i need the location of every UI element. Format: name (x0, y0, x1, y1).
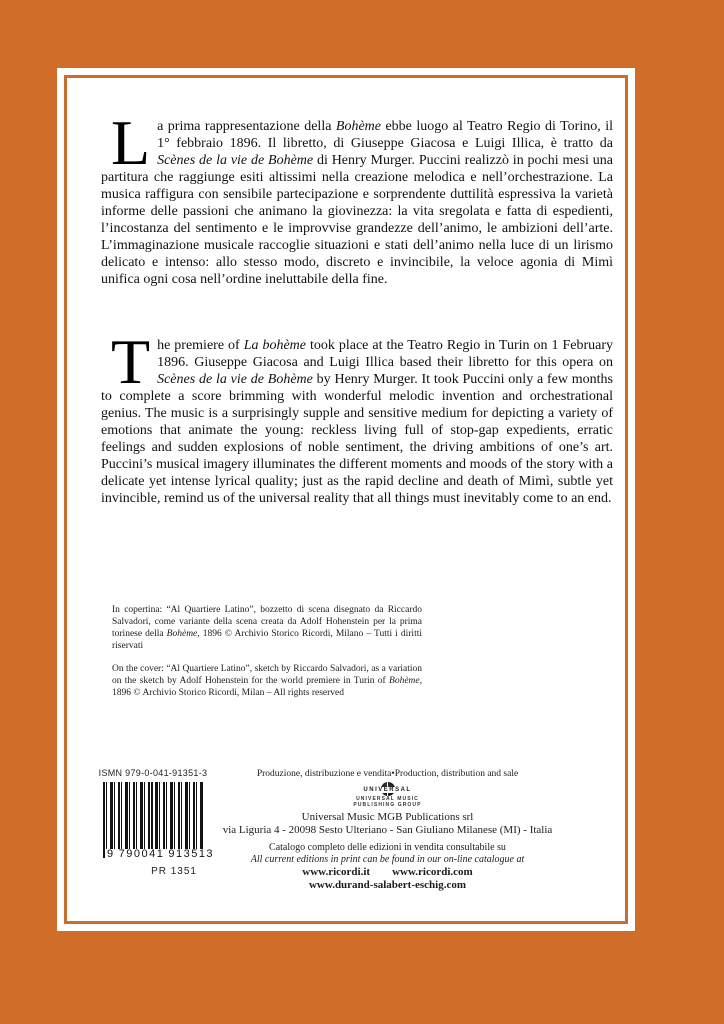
universal-music-logo (343, 782, 433, 809)
universal-logo-subline: UNIVERSAL MUSIC (356, 796, 419, 802)
cover-credit-italian (112, 604, 422, 652)
website-row (215, 866, 560, 879)
production-distribution-line: Produzione, distribuzione e vendita•Production, distribution and sale (256, 769, 519, 779)
paragraph-text: a prima rappresentazione della (157, 119, 336, 134)
dropcap-letter-t: T (111, 326, 151, 397)
paragraph-text: by Henry Murger. It took Puccini only a few months to complete a score brimming with wonderful melodic invention and orchestrational genius. The music is a surprisingly supple and sensitive medium for depicting a variety of emotions that animate the young: reckless living full of stop-gap expedients, erratic feelings and sudden explosions of noble sentiment, the driving ambitions of one’s art. Puccini’s musical imagery illuminates the different moments and moods of the story with a delicate yet intense lyrical quality; just as the rapid decline and death of Mimì, subtle yet invincible, remind us of the universal reality that all things must inevitably come to an end. (101, 372, 613, 506)
title-italic: La bohème (243, 338, 306, 353)
title-italic: Bohème (335, 119, 381, 134)
ean-barcode (103, 782, 215, 860)
paragraph-text: he premiere of (157, 338, 244, 353)
barcode-digits (105, 848, 215, 860)
website-durand-salabert-eschig: www.durand-salabert-eschig.com (308, 879, 467, 891)
paragraph-text: ebbe luogo al Teatro Regio di Torino, il 1° febbraio 1896. Il libretto, di Giuseppe Giacosa e Luigi Illica, è tratto da (157, 119, 613, 151)
paragraph-text: took place at the Teatro Regio in Turin on 1 February 1896. Giuseppe Giacosa and Luigi Illica based their libretto for this opera on (157, 338, 614, 370)
english-description-paragraph (101, 326, 614, 507)
title-italic: Bohème (166, 629, 198, 639)
catalog-note-english: All current editions in print can be found in our on-line catalogue at (250, 854, 525, 865)
credit-text: , 1896 © Archivio Storico Ricordi, Milano – Tutti i diritti riservati (112, 629, 422, 651)
barcode-block (97, 768, 215, 877)
title-italic: Scènes de la vie de Bohème (157, 372, 313, 387)
credit-text: In copertina: “Al Quartiere Latino”, bozzetto di scena disegnato da Riccardo Salvadori, come variante della scena creata da Adolf Hohenstein per la prima torinese della (112, 605, 422, 639)
title-italic: Bohème (389, 676, 420, 686)
publisher-block (215, 768, 560, 892)
cover-credit-english (112, 663, 422, 699)
ismn-number: ISMN 979-0-041-91351-3 (98, 768, 208, 778)
barcode-digit-group: 913513 (168, 848, 215, 860)
barcode-digit-lead: 9 (107, 848, 115, 860)
website-ricordi-it: www.ricordi.it (302, 866, 371, 878)
plate-number: PR 1351 (151, 866, 197, 877)
credit-text: On the cover: “Al Quartiere Latino”, sketch by Riccardo Salvadori, as a variation on the sketch by Adolf Hohenstein for the world premiere in Turin of (112, 664, 422, 686)
universal-logo-wordmark: UNIVERSAL (363, 787, 412, 793)
publisher-address: via Liguria 4 - 20098 Sesto Ulteriano - San Giuliano Milanese (MI) - Italia (222, 824, 553, 836)
credit-text: , 1896 © Archivio Storico Ricordi, Milan – All rights reserved (112, 676, 422, 698)
cover-white-panel (57, 68, 635, 931)
cover-content (57, 68, 635, 931)
dropcap-letter-l: L (111, 107, 151, 178)
italian-description-paragraph (101, 107, 613, 288)
website-ricordi-com: www.ricordi.com (392, 866, 473, 878)
barcode-guard-bar (103, 782, 105, 858)
publisher-company-name: Universal Music MGB Publications srl (301, 811, 474, 823)
catalog-note-italian: Catalogo completo delle edizioni in vendita consultabile su (269, 842, 506, 853)
barcode-digit-group: 790041 (118, 848, 165, 860)
title-italic: Scènes de la vie de Bohème (157, 153, 314, 168)
universal-logo-subline: PUBLISHING GROUP (353, 802, 422, 808)
barcode-guard-bar (151, 782, 153, 858)
barcode-guard-bar (201, 782, 203, 858)
paragraph-text: di Henry Murger. Puccini realizzò in pochi mesi una partitura che raggiunge esiti altissimi nella creazione melodica e nell’orchestrazione. La musica raffigura con sensibile partecipazione e sorprendente duttilità espressiva la varietà informe delle passioni che animano la giovinezza: la vita sregolata e fatta di espedienti, l’incostanza del sentimento e le improvvise grandezze dell’animo, le ambizioni dell’arte. L’immaginazione musicale raccoglie situazioni e stati dell’animo nella luce di un lirismo delicato e intenso: allo stesso modo, discreto e invincibile, la veloce agonia di Mimì unifica ogni cosa nell’ordine ineluttabile della fine. (101, 153, 613, 287)
